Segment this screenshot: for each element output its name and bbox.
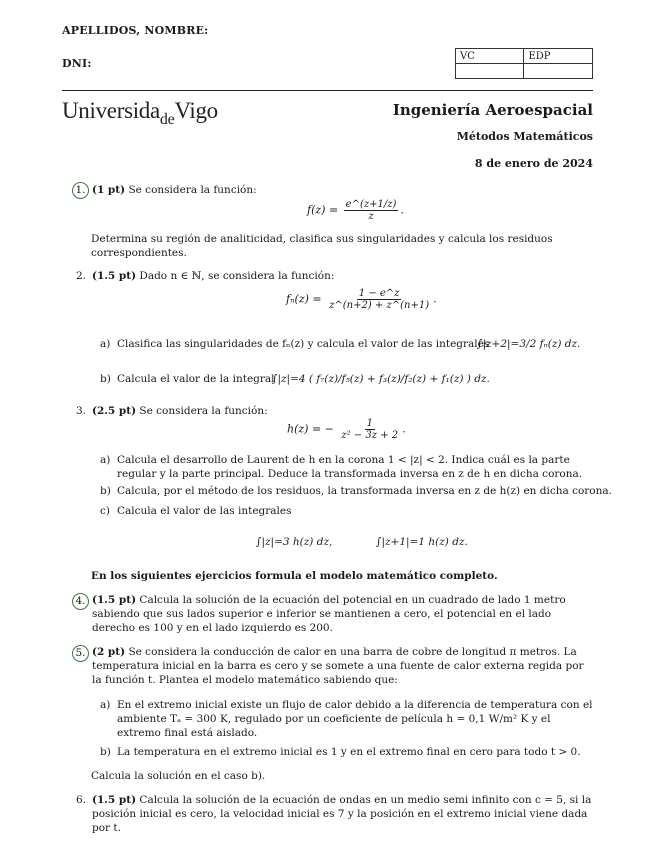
ex3b-text: Calcula, por el método de los residuos, la transformada inversa en z de h(z) en dicha corona.: [117, 485, 612, 497]
name-label: APELLIDOS, NOMBRE:: [62, 24, 209, 37]
ex2-formula: fₙ(z) = $\frac{1 - e\^{}z}{z\^{}(n+2) + z\^{}(n+1)}$ .: [286, 288, 437, 311]
grade-cell-edp: [524, 64, 593, 79]
ex3-intro: (2.5 pt) Se considera la función:: [92, 405, 268, 417]
ex5-number: [72, 645, 89, 662]
ex5-circle-mark: 5.: [72, 645, 89, 662]
ex4-text: (1.5 pt) Calcula la solución de la ecuación del potencial en un cuadrado de lado 1 metro sabiendo que sus lados superior e inferior se mantienen a cero, el potencial en el lado derecho es 100 y en el lado izquierdo es 200.: [92, 594, 566, 634]
grade-col-vc: VC: [456, 49, 524, 64]
ex2b-text: Calcula el valor de la integral: [117, 373, 275, 385]
ex3a-label: a): [100, 454, 111, 466]
ex3b-label: b): [100, 485, 111, 497]
ex1-circle-mark: 1.: [72, 182, 89, 199]
ex3a-text: Calcula el desarrollo de Laurent de h en la corona 1 < |z| < 2. Indica cuál es la parte regular y la parte principal. Deduce la transformada inversa en z de h en dicha corona.: [117, 454, 583, 480]
ex3-number: 3.: [76, 405, 87, 417]
ex5b-text: La temperatura en el extremo inicial es 1 y en el extremo final en cero para todo t > 0.: [117, 746, 581, 758]
ex2a-label: a): [100, 338, 111, 350]
ex2a-integral: ∫|z+2|=3/2 fₙ(z) dz.: [477, 338, 581, 350]
ex2b-label: b): [100, 373, 111, 385]
ex3c-text: Calcula el valor de las integrales: [117, 505, 292, 517]
ex5-closing: Calcula la solución en el caso b).: [91, 770, 266, 782]
ex1-text: Determina su región de analiticidad, clasifica sus singularidades y calcula los residuos correspondientes.: [91, 233, 553, 259]
ex2b-integral: ∫|z|=4 ( f₇(z)/f₅(z) + f₃(z)/f₂(z) + f₁(z) ) dz.: [272, 373, 490, 385]
exam-date: 8 de enero de 2024: [474, 157, 593, 170]
dni-label: DNI:: [62, 57, 92, 70]
ex5b-label: b): [100, 746, 111, 758]
grade-col-edp: EDP: [524, 49, 593, 64]
ex4-circle-mark: 4.: [72, 593, 89, 610]
ex1-formula: f(z) = $\frac{e\^{}(z+1/z)}{z}$ .: [307, 199, 404, 222]
ex1-number: [72, 182, 89, 199]
ex3c-label: c): [100, 505, 110, 517]
university-logo: Universida$_{de}$Vigo: [62, 98, 218, 128]
ex2-intro: (1.5 pt) Dado n ∈ ℕ, se considera la función:: [92, 270, 335, 282]
ex5a-text: En el extremo inicial existe un flujo de calor debido a la diferencia de temperatura con el ambiente Tₐ = 300 K, regulado por un coeficiente de película h = 0,1 W/m² K y el extremo final está aislado.: [117, 699, 593, 739]
ex4-number: [72, 593, 89, 610]
ex3-formula: h(z) = − $\frac{1}{\text{z² − 3z + 2}}$ .: [287, 418, 406, 441]
ex6-number: 6.: [76, 794, 87, 806]
ex2a-text: Clasifica las singularidades de fₙ(z) y calcula el valor de las integrales: [117, 338, 490, 350]
grade-table: [455, 48, 593, 79]
ex3c-integral-1: ∫|z|=3 h(z) dz,: [256, 536, 333, 548]
ex5-text: (2 pt) Se considera la conducción de calor en una barra de cobre de longitud π metros. La temperatura inicial en la barra es cero y se somete a una fuente de calor externa regida por la función t. Plantea el modelo matemático sabiendo que:: [92, 646, 584, 686]
degree-title: Ingeniería Aeroespacial: [392, 101, 593, 119]
ex3c-integral-2: ∫|z+1|=1 h(z) dz.: [376, 536, 468, 548]
ex6-text: (1.5 pt) Calcula la solución de la ecuación de ondas en un medio semi infinito con c = 5, si la posición inicial es cero, la velocidad inicial es 7 y la posición en el extremo inicial viene dada por t.: [92, 794, 592, 834]
grade-cell-vc: [456, 64, 524, 79]
ex1-intro: (1 pt) Se considera la función:: [92, 184, 257, 196]
ex2-number: 2.: [76, 270, 87, 282]
course-title: Métodos Matemáticos: [456, 130, 593, 143]
header-divider: [62, 90, 593, 91]
ex5a-label: a): [100, 699, 111, 711]
section-note: En los siguientes ejercicios formula el modelo matemático completo.: [91, 570, 498, 582]
